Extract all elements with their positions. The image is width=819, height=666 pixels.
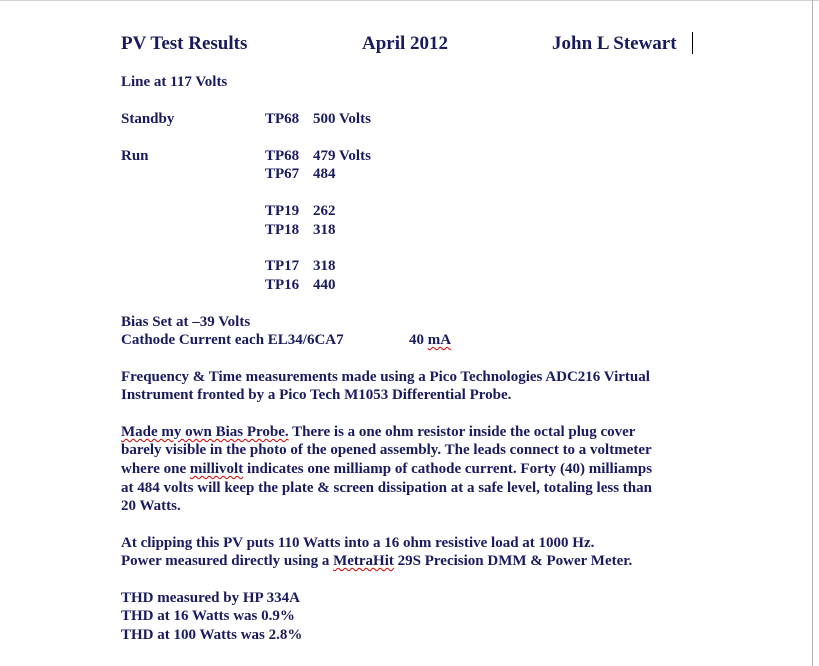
probe-paragraph-line[interactable]: barely visible in the photo of the opened assembly. The leads connect to a voltmeter [121, 442, 652, 458]
clipping-line2-b: 29S Precision DMM & Power Meter. [393, 553, 633, 569]
probe-paragraph-line[interactable] [121, 423, 635, 441]
run-tp[interactable]: TP16 [265, 277, 300, 293]
run-tp[interactable]: TP67 [265, 166, 300, 182]
frequency-paragraph-line[interactable]: Frequency & Time measurements made using a Pico Technologies ADC216 Virtual [121, 369, 650, 385]
document-title[interactable]: PV Test Results [121, 33, 248, 54]
frequency-paragraph-line[interactable]: Instrument fronted by a Pico Tech M1053 Differential Probe. [121, 387, 512, 403]
standby-label[interactable]: Standby [121, 111, 175, 127]
probe-line1-rest: There is a one ohm resistor inside the octal plug cover [288, 424, 636, 440]
run-tp[interactable]: TP17 [265, 258, 300, 274]
probe-line3-word: millivolt [189, 461, 244, 477]
probe-line3-b: indicates one milliamp of cathode current. Forty (40) milliamps [243, 461, 653, 477]
document-date[interactable]: April 2012 [362, 33, 449, 54]
run-tp[interactable]: TP18 [265, 222, 300, 238]
run-value[interactable]: 440 [313, 277, 336, 293]
thd-line[interactable]: THD at 100 Watts was 2.8% [121, 627, 303, 643]
probe-paragraph-line[interactable] [121, 460, 652, 478]
bias-set[interactable]: Bias Set at –39 Volts [121, 314, 251, 330]
text-cursor [692, 32, 693, 54]
page-right-edge [812, 0, 813, 666]
run-value[interactable]: 318 [313, 222, 336, 238]
cathode-current-number: 40 [409, 332, 424, 348]
cathode-current-value[interactable] [409, 331, 451, 349]
standby-value[interactable]: 500 Volts [313, 111, 371, 127]
cathode-current-label[interactable]: Cathode Current each EL34/6CA7 [121, 332, 344, 348]
thd-line[interactable]: THD at 16 Watts was 0.9% [121, 608, 295, 624]
line-voltage[interactable]: Line at 117 Volts [121, 74, 228, 90]
standby-tp[interactable]: TP68 [265, 111, 300, 127]
probe-paragraph-line[interactable]: 20 Watts. [121, 498, 181, 514]
thd-line[interactable]: THD measured by HP 334A [121, 590, 300, 606]
probe-lead: Made my own Bias Probe. [121, 424, 289, 440]
run-value[interactable]: 484 [313, 166, 336, 182]
clipping-line2-word: MetraHit [333, 553, 394, 569]
probe-paragraph-line[interactable]: at 484 volts will keep the plate & screen dissipation at a safe level, totaling less than [121, 480, 652, 496]
clipping-paragraph-line[interactable] [121, 552, 632, 570]
probe-line3-a: where one [121, 461, 190, 477]
cathode-current-unit: mA [427, 332, 452, 348]
page-top-edge [0, 0, 819, 1]
run-tp[interactable]: TP19 [265, 203, 300, 219]
run-value[interactable]: 318 [313, 258, 336, 274]
run-value[interactable]: 262 [313, 203, 336, 219]
run-label[interactable]: Run [121, 148, 149, 164]
document-author[interactable]: John L Stewart [552, 33, 677, 54]
clipping-paragraph-line[interactable]: At clipping this PV puts 110 Watts into a 16 ohm resistive load at 1000 Hz. [121, 535, 595, 551]
run-value[interactable]: 479 Volts [313, 148, 371, 164]
clipping-line2-a: Power measured directly using a [121, 553, 334, 569]
run-tp[interactable]: TP68 [265, 148, 300, 164]
